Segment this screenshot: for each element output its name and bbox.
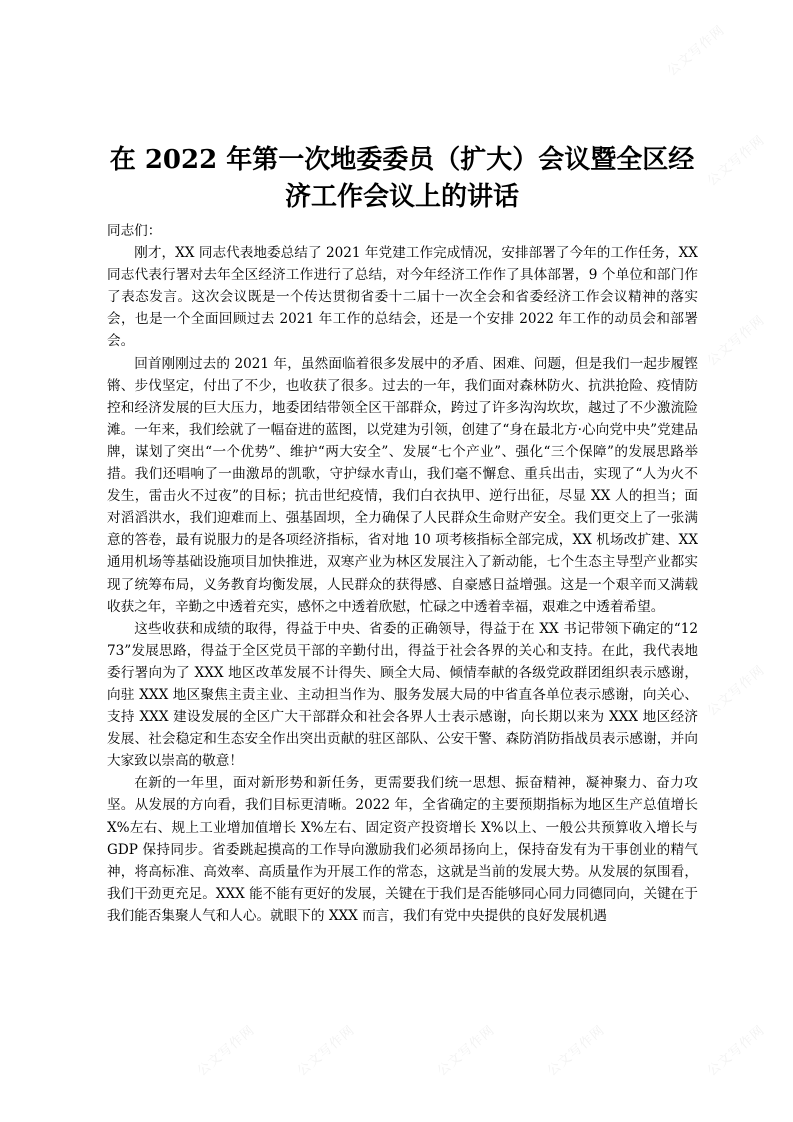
watermark-text: 公文写作网 [544,1022,608,1080]
watermark-text: 公文写作网 [704,662,768,720]
document-title: 在 2022 年第一次地委委员（扩大）会议暨全区经济工作会议上的讲话 [109,145,695,212]
paragraph: 回首刚刚过去的 2021 年，虽然面临着很多发展中的矛盾、困难、问题，但是我们一起步履铿锵、步伐坚定，付出了不少，也收获了很多。过去的一年，我们面对森林防火、抗洪抢险、疫情防控和经济发展的巨大压力，地委团结带领全区干部群众，跨过了许多沟沟坎坎，越过了不少激流险滩。一年来，我们绘就了一幅奋进的蓝图，以党建为引领，创建了“身在最北方·心向党中央”党建品牌，谋划了突出“一个优势”、维护“两大安全”、发展“七个产业”、强化“三个保障”的发展思路举措。我们还唱响了一曲激昂的凯歌，守护绿水青山，我们毫不懈怠、重兵出击，实现了“人为火不发生，雷击火不过夜”的目标；抗击世纪疫情，我们白衣执甲、逆行出征，尽显 XX 人的担当；面对滔滔洪水，我们迎难而上、强基固坝，全力确保了人民群众生命财产安全。我们更交上了一张满意的答卷，最有说服力的是各项经济指标，省对地 10 项考核指标全部完成，XX 机场改扩建、XX 通用机场等基础设施项目加快推进，双寒产业为林区发展注入了新动能，七个生态主导型产业都实现了统筹布局，义务教育均衡发展，人民群众的获得感、自豪感日益增强。这是一个艰辛而又满载收获之年，辛勤之中透着充实，感怀之中透着欣慰，忙碌之中透着幸福，艰难之中透着希望。 [107,355,698,615]
watermark-text: 公文写作网 [434,1022,498,1080]
paragraph: 刚才，XX 同志代表地委总结了 2021 年党建工作完成情况，安排部署了今年的工作任务，XX 同志代表行署对去年全区经济工作进行了总结，对今年经济工作作了具体部署，9 个单位和部门作了表态发言。这次会议既是一个传达贯彻省委十二届十一次全会和省委经济工作会议精神的落实会，也是一个全面回顾过去 2021 年工作的总结会，还是一个安排 2022 年工作的动员会和部署会。 [107,245,698,350]
watermark-text: 公文写作网 [704,312,768,370]
watermark-text: 公文写作网 [664,22,728,80]
paragraph: 这些收获和成绩的取得，得益于中央、省委的正确领导，得益于在 XX 书记带领下确定的“1273”发展思路，得益于全区党员干部的辛勤付出，得益于社会各界的关心和支持。在此，我代表地委行署向为了 XXX 地区改革发展不计得失、顾全大局、倾情奉献的各级党政群团组织表示感谢，向驻 XXX 地区聚焦主责主业、主动担当作为、服务发展大局的中省直各单位表示感谢，向关心、支持 XXX 建设发展的全区广大干部群众和社会各界人士表示感谢，向长期以来为 XXX 地区经济发展、社会稳定和生态安全作出突出贡献的驻区部队、公安干警、森防消防指战员表示感谢，并向大家致以崇高的敬意！ [107,620,698,770]
watermark-text: 公文写作网 [294,1022,358,1080]
paragraph: 在新的一年里，面对新形势和新任务，更需要我们统一思想、振奋精神，凝神聚力、奋力攻坚。从发展的方向看，我们目标更清晰。2022 年，全省确定的主要预期指标为地区生产总值增长 X%左右、规上工业增加值增长 X%左右、固定资产投资增长 X%以上、一般公共预算收入增长与 GDP 保持同步。省委跳起摸高的工作导向激励我们必须昂扬向上，保持奋发有为干事创业的精气神，将高标准、高效率、高质量作为开展工作的常态，这就是当前的发展大势。从发展的氛围看，我们干劲更充足。XXX 能不能有更好的发展，关键在于我们是否能够同心同力同德同向，关键在于我们能否集聚人气和人心。就眼下的 XXX 而言，我们有党中央提供的良好发展机遇 [107,775,698,924]
watermark-text: 公文写作网 [704,132,768,190]
salutation: 同志们： [107,223,162,239]
watermark-text: 公文写作网 [194,1022,258,1080]
document-body [107,142,698,927]
watermark-text: 公文写作网 [704,1022,768,1080]
